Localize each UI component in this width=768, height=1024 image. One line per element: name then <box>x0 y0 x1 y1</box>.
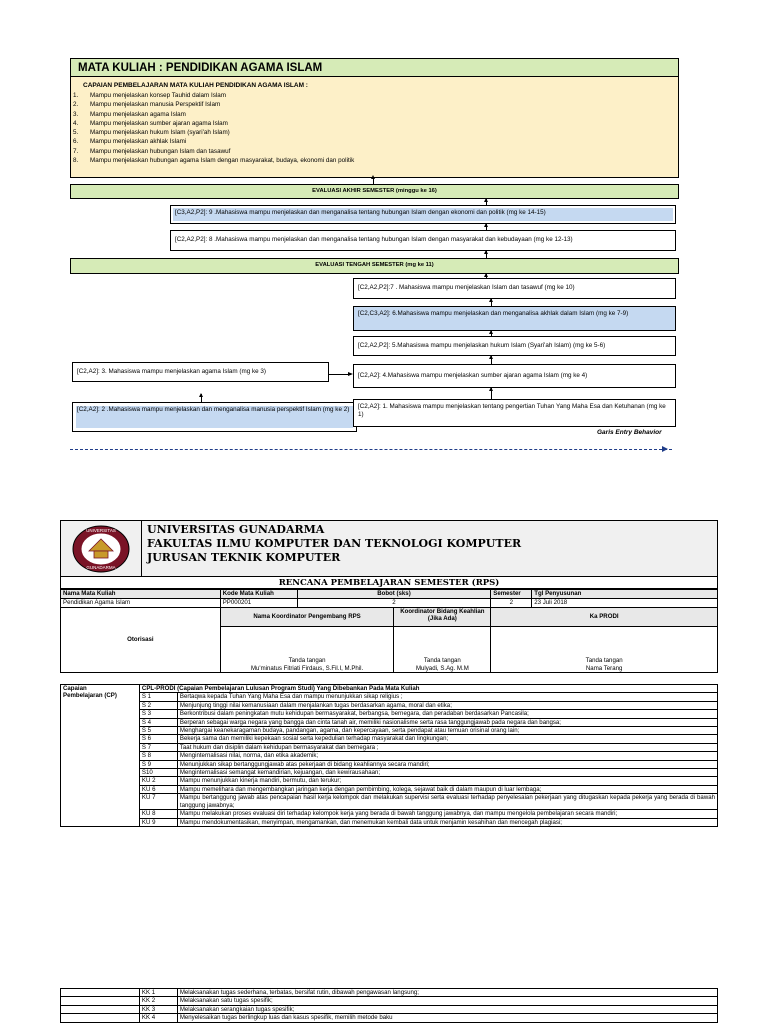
cp-item-text: Mampu menjelaskan hubungan Islam dan tasawuf <box>90 147 231 155</box>
course-code-value: PP000201 <box>220 599 297 608</box>
logo-text-top: UNIVERSITAS <box>86 528 116 533</box>
header-date: Tgl Penyusunan <box>532 590 718 599</box>
cp-item-number: 5. <box>73 129 79 137</box>
cp-item-text: Mampu menjelaskan agama Islam <box>90 110 186 118</box>
cp-item-text: Mampu menjelaskan manusia Perspektif Islam <box>90 101 221 109</box>
cpl-text: Mampu memelihara dan mengembangkan jaringan kerja dengan pembimbing, kolega, sejawat baik di dalam maupun di luar lembaga; <box>177 785 717 793</box>
signature-label: Tanda tangan <box>288 657 326 665</box>
table-row <box>61 693 718 701</box>
outcome-box-6: [C2,C3,A2]: 6.Mahasiswa mampu menjelaskan dan menganalisa akhlak dalam Islam (mg ke 7-9) <box>353 306 676 331</box>
outcome-box-7: [C2,A2,P2]:7 . Mahasiswa mampu menjelaskan Islam dan tasawuf (mg ke 10) <box>353 278 676 299</box>
table-row <box>61 727 718 735</box>
blank-cell <box>61 997 140 1005</box>
table-row <box>61 1014 718 1022</box>
cpl-code: S 5 <box>139 727 177 735</box>
rps-coordinator-name: Mu'minatus Fitriati Firdaus, S.Fil.I, M.Phil. <box>250 664 364 672</box>
cpl-text: Menginternalisasi nilai, norma, dan etika akademik; <box>177 752 717 760</box>
cpl-text: Berperan sebagai warga negara yang bangga dan cinta tanah air, memiliki nasionalisme serta rasa tanggungjawab pada negara dan bangsa; <box>177 718 717 726</box>
cp-label-line: Capaian <box>63 685 87 692</box>
arrow-up-icon <box>489 387 493 391</box>
university-header <box>60 520 718 577</box>
cp-item <box>73 128 354 137</box>
outcome-box-9 <box>170 205 676 224</box>
cp-item-number: 7. <box>73 147 79 155</box>
rps-info-table <box>60 589 718 673</box>
table-row <box>61 1005 718 1013</box>
cpl-prodi-header: CPL-PRODI (Capaian Pembelajaran Lulusan Program Studi) Yang Dibebankan Pada Mata Kuliah <box>139 685 717 693</box>
table-row <box>61 785 718 793</box>
logo-text-bottom: GUNADARMA <box>86 565 116 570</box>
cpl-code: S 3 <box>139 710 177 718</box>
cpl-code: S 7 <box>139 743 177 751</box>
cp-label-line: Pembelajaran (CP) <box>63 692 117 700</box>
head-of-program-signature <box>491 627 718 673</box>
arrow-up-icon <box>484 273 488 277</box>
arrow-up-icon <box>199 393 203 397</box>
blank-cell <box>61 1005 140 1013</box>
table-row <box>61 769 718 777</box>
cp-item-number: 3. <box>73 110 79 118</box>
expertise-coordinator-signature <box>394 627 491 673</box>
arrow-up-icon <box>489 298 493 302</box>
table-row <box>61 989 718 997</box>
cpl-code: S 4 <box>139 718 177 726</box>
cp-item <box>73 119 354 128</box>
cpl-text: Bertaqwa kepada Tuhan Yang Maha Esa dan mampu menunjukkan sikap religius ; <box>177 693 717 701</box>
cp-item-text: Mampu menjelaskan konsep Tauhid dalam Islam <box>90 92 227 99</box>
cp-item <box>73 147 354 156</box>
signature-label: Tanda tangan <box>585 657 623 665</box>
cp-item-number: 2. <box>73 101 79 109</box>
table-row <box>61 810 718 818</box>
arrow-up-icon <box>489 355 493 359</box>
cp-item <box>73 156 354 165</box>
rps-coordinator-signature <box>220 627 394 673</box>
cp-item-number: 6. <box>73 138 79 146</box>
cpl-code: S 2 <box>139 701 177 709</box>
cpl-code: KK 2 <box>139 997 177 1005</box>
cp-item-text: Mampu menjelaskan hukum Islam (syari'ah Islam) <box>90 129 230 137</box>
cpl-text: Menyelesaikan tugas berlingkup luas dan kasus spesifik, memilih metode baku <box>177 1014 717 1022</box>
cpl-text: Melaksanakan serangkaian tugas spesifik; <box>177 1005 717 1013</box>
cpl-text: Melaksanakan tugas sederhana, terbatas, bersifat rutin, dibawah pengawasan langsung; <box>177 989 717 997</box>
rps-coordinator-header: Nama Koordinator Pengembang RPS <box>220 608 394 627</box>
entry-behavior-line <box>70 449 672 450</box>
outcome-box-5: [C2,A2,P2]: 5.Mahasiswa mampu menjelaskan hukum Islam (Syari'ah Islam) (mg ke 5-6) <box>353 336 676 356</box>
blank-cell <box>61 989 140 997</box>
rps-title: RENCANA PEMBELAJARAN SEMESTER (RPS) <box>60 577 718 589</box>
cpl-code: KU 8 <box>139 810 177 818</box>
head-of-program-header: Ka PRODI <box>491 608 718 627</box>
cpl-code: KU 7 <box>139 794 177 810</box>
department-name: JURUSAN TEKNIK KOMPUTER <box>147 551 341 564</box>
cpl-code: KK 3 <box>139 1005 177 1013</box>
cpl-code: KU 9 <box>139 818 177 826</box>
credits-value: 2 <box>297 599 491 608</box>
final-exam-bar: EVALUASI AKHIR SEMESTER (minggu ke 16) <box>70 184 679 199</box>
expertise-coordinator-name: Mulyadi, S.Ag. M.M <box>415 664 469 672</box>
outcome-box-8: [C2,A2,P2]: 8 .Mahasiswa mampu menjelaskan dan menganalisa tentang hubungan Islam dengan masyarakat dan kebudayaan (mg ke 12-13) <box>170 230 676 251</box>
table-row <box>61 718 718 726</box>
cp-item <box>73 137 354 146</box>
logo-cell <box>61 521 142 576</box>
table-row <box>61 997 718 1005</box>
cpl-code: S10 <box>139 769 177 777</box>
clear-name-label: Nama Terang <box>585 664 623 672</box>
arrow-up-icon <box>484 198 488 202</box>
header-credits: Bobot (sks) <box>297 590 491 599</box>
cpl-text: Bekerja sama dan memiliki kepekaan sosial serta kepedulian terhadap masyarakat dan lingkungan; <box>177 735 717 743</box>
cpl-code: S 1 <box>139 693 177 701</box>
cpl-text: Mampu menunjukkan kinerja mandiri, bermutu, dan terukur; <box>177 777 717 785</box>
cpl-text: Melaksanakan satu tugas spesifik; <box>177 997 717 1005</box>
cpl-text: Taat hukum dan disiplin dalam kehidupan bermasyarakat dan bernegara ; <box>177 743 717 751</box>
outcome-box-1: [C2,A2]: 1. Mahasiswa mampu menjelaskan tentang pengertian Tuhan Yang Maha Esa dan Ketuhanan (mg ke 1) <box>353 399 676 427</box>
kk-table <box>60 988 718 1023</box>
cp-label <box>61 685 140 827</box>
cp-item <box>73 100 354 109</box>
outcome-box-3: [C2,A2]: 3. Mahasiswa mampu menjelaskan agama Islam (mg ke 3) <box>72 362 329 382</box>
course-name-value: Pendidikan Agama Islam <box>61 599 221 608</box>
outcome-box-4: [C2,A2]: 4.Mahasiswa mampu menjelaskan sumber ajaran agama Islam (mg ke 4) <box>353 364 676 388</box>
cpl-code: KU 6 <box>139 785 177 793</box>
table-row <box>61 818 718 826</box>
faculty-name: FAKULTAS ILMU KOMPUTER DAN TEKNOLOGI KOMPUTER <box>147 537 522 550</box>
table-row <box>61 752 718 760</box>
table-row <box>61 794 718 810</box>
authorization-label: Otorisasi <box>61 608 221 673</box>
signature-label: Tanda tangan <box>423 657 461 665</box>
cp-item-number: 1. <box>73 92 79 99</box>
entry-behavior-label: Garis Entry Behavior <box>597 429 662 436</box>
blank-cell <box>61 1014 140 1022</box>
table-row <box>61 777 718 785</box>
cp-item-number: 4. <box>73 119 79 127</box>
cpl-text: Berkontribusi dalam peningkatan mutu kehidupan bermasyarakat, berbangsa, bernegara, dan peradaban berdasarkan Pancasila; <box>177 710 717 718</box>
cpl-text: Menjunjung tinggi nilai kemanusiaan dalam menjalankan tugas berdasarkan agama, moral dan etika; <box>177 701 717 709</box>
table-row <box>61 701 718 709</box>
arrow-right-icon <box>348 372 353 376</box>
cpl-text: Mampu mendokumentasikan, menyimpan, mengamankan, dan menemukan kembali data untuk menjamin kesahihan dan mencegah plagiasi; <box>177 818 717 826</box>
header-course-code: Kode Mata Kuliah <box>220 590 297 599</box>
cpl-text: Menginternalisasi semangat kemandirian, kejuangan, dan kewirausahaan; <box>177 769 717 777</box>
cpl-code: KK 1 <box>139 989 177 997</box>
arrow-up-icon <box>489 330 493 334</box>
arrow-up-icon <box>371 175 375 179</box>
mid-exam-bar: EVALUASI TENGAH SEMESTER (mg ke 11) <box>70 258 679 274</box>
cp-item-text: Mampu menjelaskan sumber ajaran agama Islam <box>90 119 228 127</box>
header-semester: Semester <box>491 590 532 599</box>
university-logo <box>61 521 141 576</box>
university-name: UNIVERSITAS GUNADARMA <box>147 523 325 536</box>
cp-list <box>73 91 354 165</box>
table-row <box>61 710 718 718</box>
cpl-code: S 9 <box>139 760 177 768</box>
cp-item <box>73 91 354 100</box>
outcome-text-9: [C3,A2,P2]: 9 .Mahasiswa mampu menjelaskan dan menganalisa tentang hubungan Islam dengan ekonomi dan politik (mg ke 14-15) <box>175 209 546 216</box>
header-course-name: Nama Mata Kuliah <box>61 590 221 599</box>
arrow-up-icon <box>484 250 488 254</box>
outcome-text-2: [C2,A2]: 2 .Mahasiswa mampu menjelaskan dan menganalisa manusia perspektif Islam (mg ke 2) <box>77 406 350 413</box>
cp-title: CAPAIAN PEMBELAJARAN MATA KULIAH PENDIDIKAN AGAMA ISLAM : <box>83 82 308 89</box>
cp-item-text: Mampu menjelaskan hubungan agama Islam dengan masyarakat, budaya, ekonomi dan politik <box>90 157 355 165</box>
semester-value: 2 <box>491 599 532 608</box>
table-row <box>61 743 718 751</box>
cpl-code: KK 4 <box>139 1014 177 1022</box>
course-title: MATA KULIAH : PENDIDIKAN AGAMA ISLAM <box>71 59 678 77</box>
table-row <box>61 735 718 743</box>
cpl-text: Menunjukkan sikap bertanggungjawab atas pekerjaan di bidang keahliannya secara mandiri; <box>177 760 717 768</box>
cpl-text: Menghargai keanekaragaman budaya, pandangan, agama, dan kepercayaan, serta pendapat atau temuan orisinal orang lain; <box>177 727 717 735</box>
cpl-code: S 6 <box>139 735 177 743</box>
cpl-code: S 8 <box>139 752 177 760</box>
expertise-coordinator-header: Koordinator Bidang Keahlian (Jika Ada) <box>394 608 491 627</box>
date-value: 23 Juli 2018 <box>532 599 718 608</box>
table-row <box>61 760 718 768</box>
cp-item <box>73 110 354 119</box>
arrow-right-icon <box>662 446 668 452</box>
cpl-table <box>60 684 718 827</box>
cpl-code: KU 2 <box>139 777 177 785</box>
cpl-text: Mampu melakukan proses evaluasi diri terhadap kelompok kerja yang berada di bawah tanggung jawabnya, dan mampu mengelola pembelajaran secara mandiri; <box>177 810 717 818</box>
course-header-box <box>70 58 679 178</box>
university-name-block <box>147 523 521 565</box>
cp-item-text: Mampu menjelaskan akhlak Islami <box>90 138 187 146</box>
cpl-text: Mampu bertanggung jawab atas pencapaian hasil kerja kelompok dan melakukan supervisi serta evaluasi terhadap penyelesaian pekerjaan yang ditugaskan kepada pekerja yang berada di bawah tanggung jawabnya; <box>177 794 717 810</box>
outcome-box-2 <box>72 402 357 432</box>
arrow-up-icon <box>484 223 488 227</box>
cp-item-number: 8. <box>73 157 79 165</box>
